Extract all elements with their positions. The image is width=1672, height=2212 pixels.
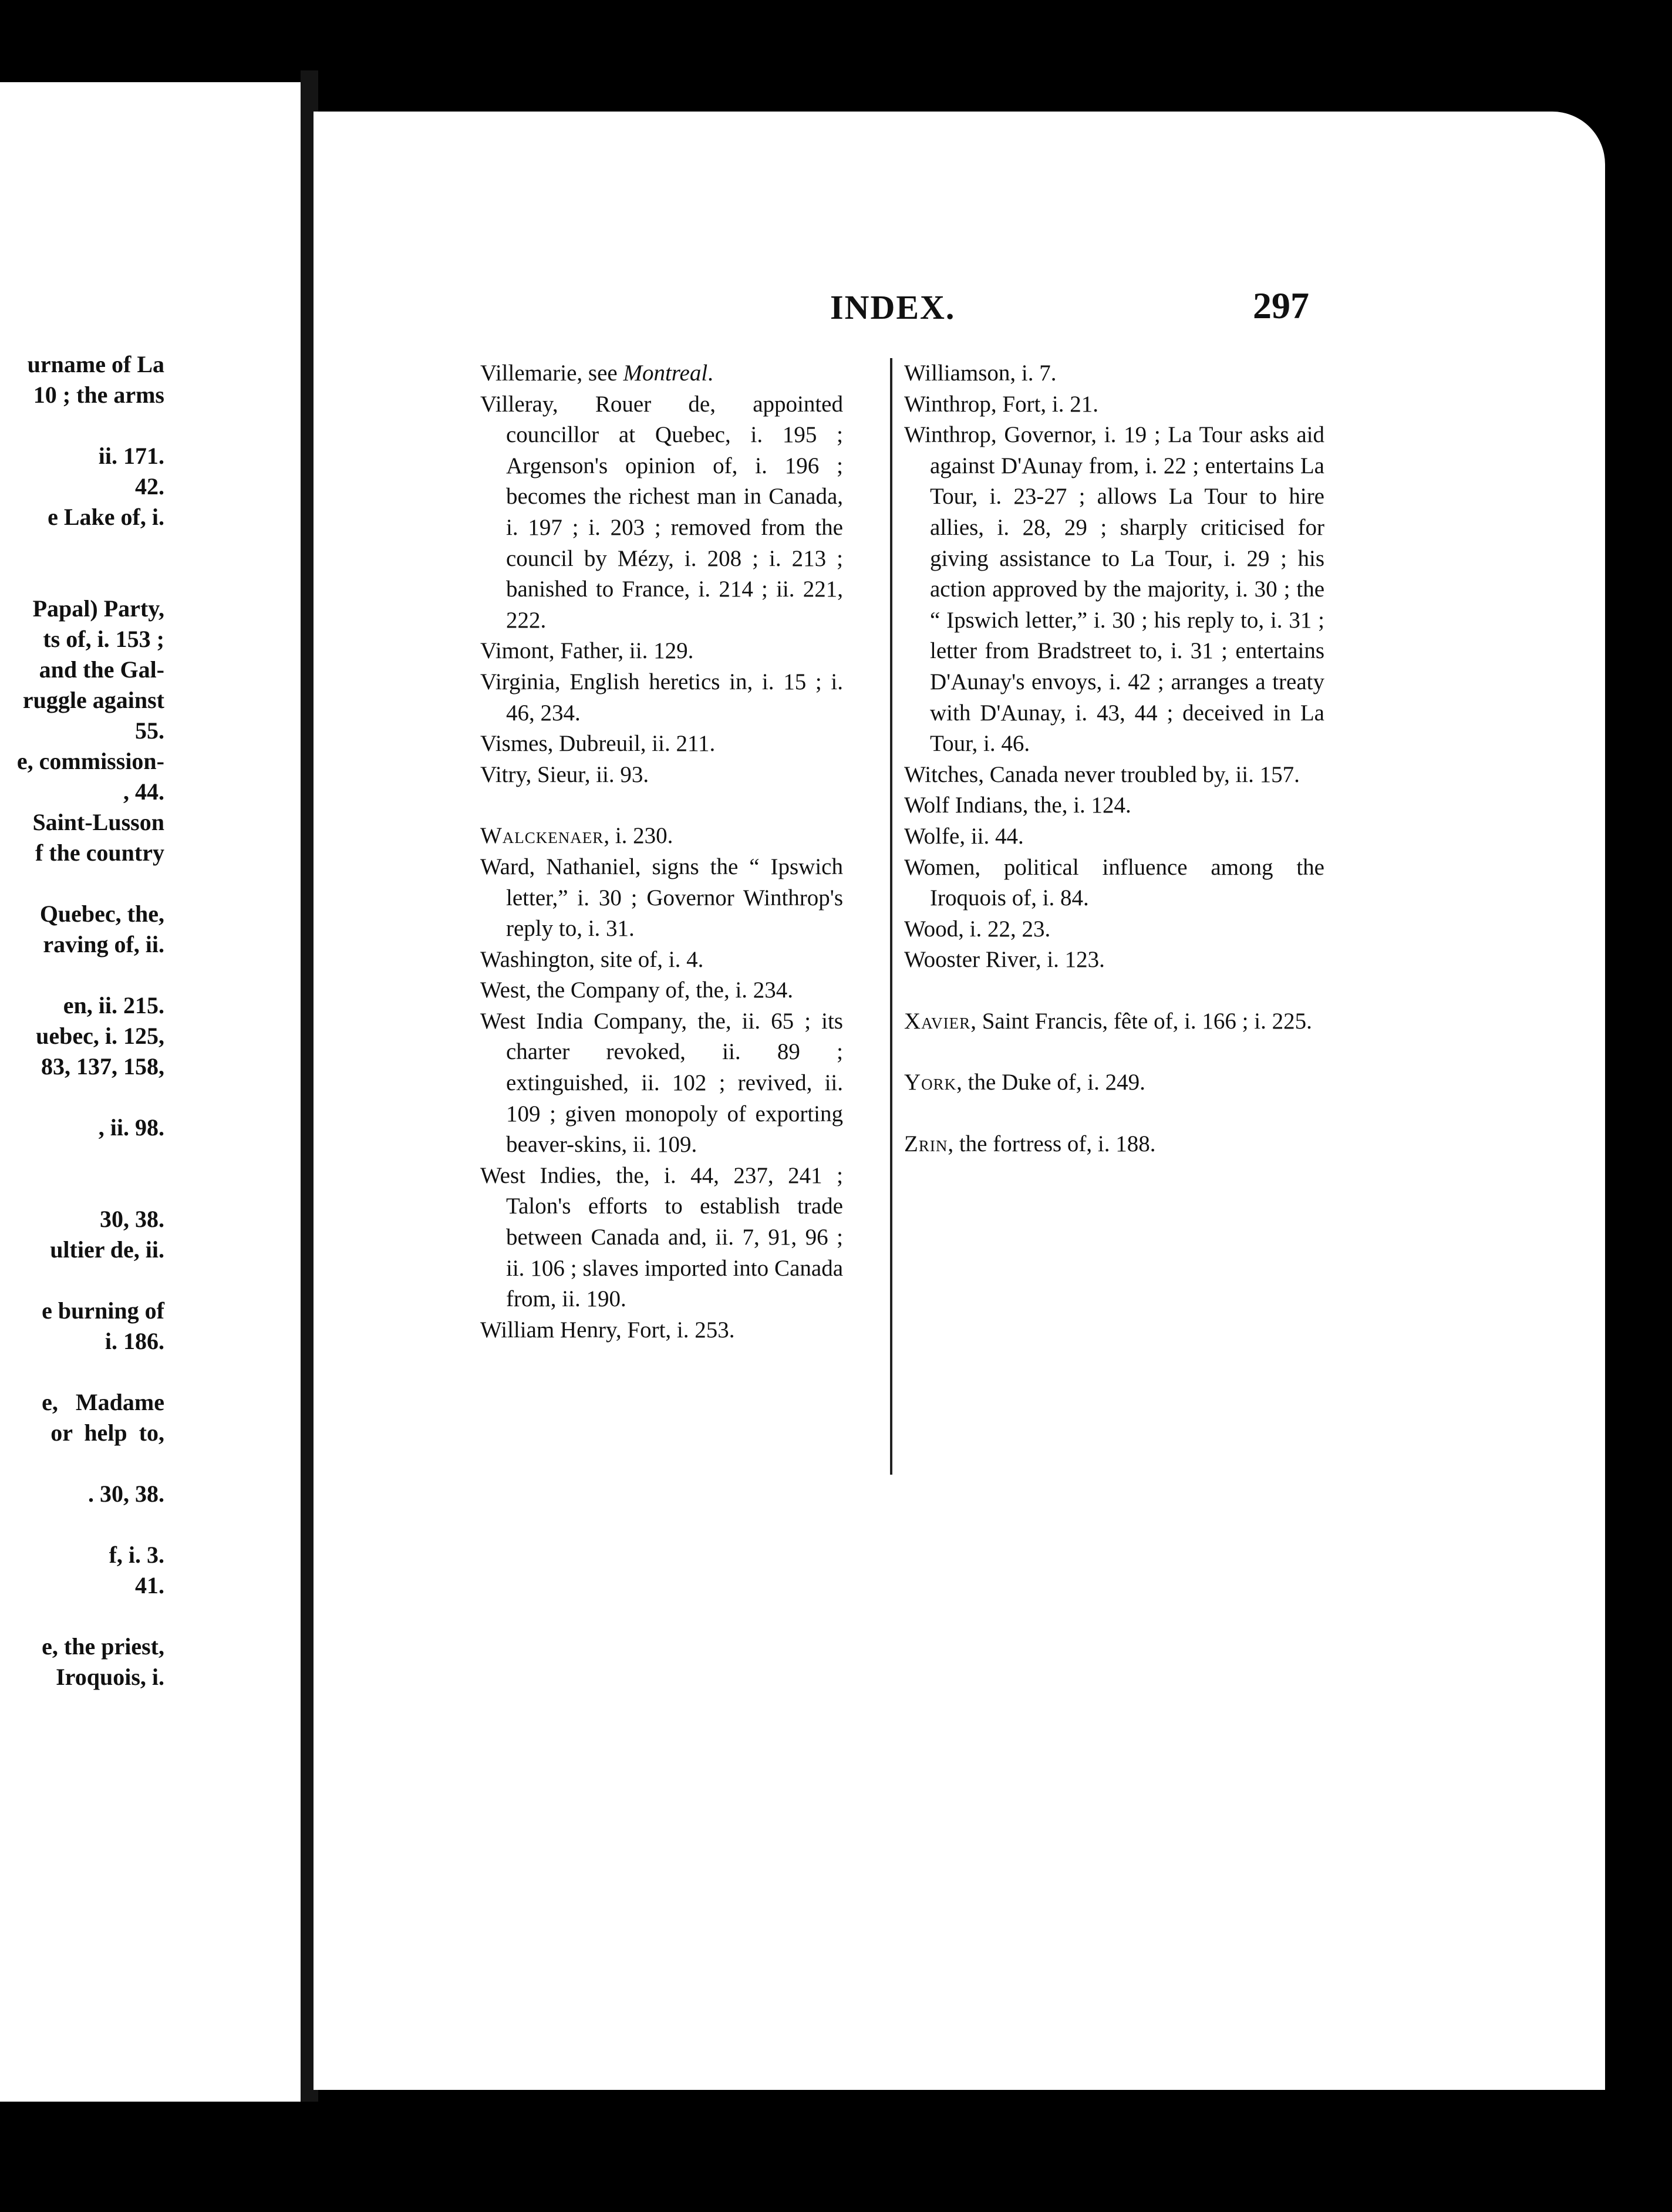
previous-page-line: [0, 1174, 164, 1204]
previous-page-line: , ii. 98.: [98, 1114, 164, 1141]
index-entry: [480, 1161, 843, 1315]
entry-text: Winthrop, Governor, i. 19 ; La Tour asks aid against D'Aunay from, i. 22 ; entertains La Tour, i. 23-27 ; allows La Tour to hire allies, i. 28, 29 ; sharply criticised for giving assistance to La Tour, i. 29 ; his action approved by the majority, i. 30 ; the “ Ipswich letter,” i. 30 ; his reply to, i. 31 ; letter from Bradstreet to, i. 31 ; entertains D'Aunay's envoys, i. 42 ; arranges a treaty with D'Aunay, i. 43, 44 ; deceived in La Tour, i. 46.: [904, 422, 1324, 757]
letter-gap: [480, 790, 843, 821]
index-entry: [480, 358, 843, 389]
previous-page-line: ruggle against: [22, 687, 164, 713]
previous-page-line: 55.: [135, 717, 164, 744]
entry-text: Ward, Nathaniel, signs the “ Ipswich letter,” i. 30 ; Governor Winthrop's reply to, i. 31.: [480, 854, 843, 942]
entry-text: Winthrop, Fort, i. 21.: [904, 391, 1099, 417]
entry-headword: Zrin: [904, 1131, 948, 1157]
index-entry: [480, 636, 843, 667]
index-entry: [904, 760, 1324, 791]
index-entry: [904, 821, 1324, 852]
entry-text: Wooster River, i. 123.: [904, 947, 1105, 973]
entry-text: Witches, Canada never troubled by, ii. 157.: [904, 761, 1300, 787]
previous-page-line: . 30, 38.: [88, 1481, 164, 1507]
index-entry: [480, 667, 843, 729]
previous-page-line: Papal) Party,: [32, 595, 164, 622]
entry-text: West, the Company of, the, i. 234.: [480, 977, 794, 1003]
letter-gap: [904, 1098, 1324, 1129]
previous-page-line: 10 ; the arms: [33, 382, 164, 408]
index-entry: [904, 914, 1324, 945]
entry-headword: Xavier: [904, 1008, 971, 1034]
previous-page-line: ts of, i. 153 ;: [43, 626, 164, 652]
previous-page-line: e burning of: [42, 1297, 164, 1324]
previous-page-line: e Lake of, i.: [48, 504, 164, 530]
previous-page-line: en, ii. 215.: [63, 992, 164, 1019]
previous-page-line: e, the priest,: [42, 1633, 164, 1660]
entry-text: Wolf Indians, the, i. 124.: [904, 793, 1131, 818]
previous-page-line: [0, 1143, 164, 1174]
previous-page-line: [0, 1601, 164, 1631]
previous-page-line: Quebec, the,: [39, 901, 164, 927]
previous-page-line: 83, 137, 158,: [41, 1053, 164, 1080]
letter-gap: [904, 1037, 1324, 1067]
entry-text: , the Duke of, i. 249.: [956, 1070, 1145, 1095]
page-header: [314, 285, 1605, 335]
index-entry: [904, 389, 1324, 420]
entry-headword: Walckenaer: [480, 823, 604, 849]
entry-text: West Indies, the, i. 44, 237, 241 ; Talon's efforts to establish trade between Canada and, ii. 7, 91, 96 ; ii. 106 ; slaves imported into Canada from, ii. 190.: [480, 1162, 843, 1312]
index-entry: [904, 852, 1324, 914]
entry-text: .: [707, 360, 713, 386]
index-entry: [904, 420, 1324, 760]
entry-text: Vitry, Sieur, ii. 93.: [480, 761, 649, 787]
previous-page-line: [0, 410, 164, 441]
entry-text: William Henry, Fort, i. 253.: [480, 1317, 735, 1343]
index-entry: [480, 389, 843, 636]
previous-page-line: f the country: [35, 839, 164, 866]
previous-page-fragment: [0, 82, 304, 2102]
index-entry: [480, 1315, 843, 1346]
index-column-left: [480, 358, 843, 1346]
previous-page-line: , 44.: [123, 778, 164, 805]
previous-page-line: urname of La: [27, 351, 164, 377]
entry-headword: York: [904, 1070, 957, 1095]
index-entry: [480, 945, 843, 976]
entry-text: Vimont, Father, ii. 129.: [480, 638, 694, 664]
index-entry: [480, 1006, 843, 1161]
letter-gap: [904, 976, 1324, 1006]
previous-page-line: e, commission-: [16, 748, 164, 774]
entry-text: Villeray, Rouer de, appointed councillor at Quebec, i. 195 ; Argenson's opinion of, i. 196 ; becomes the richest man in Canada, i. 197 ; i. 203 ; removed from the council by Mézy, i. 208 ; i. 213 ; banished to France, i. 214 ; ii. 221, 222.: [480, 391, 843, 633]
entry-text: Virginia, English heretics in, i. 15 ; i. 46, 234.: [480, 669, 843, 726]
index-column-right: [904, 358, 1324, 1160]
previous-page-line: [0, 960, 164, 990]
entry-text: , the fortress of, i. 188.: [948, 1131, 1156, 1157]
previous-page-text: [0, 349, 164, 1692]
entry-text: Vismes, Dubreuil, ii. 211.: [480, 731, 716, 757]
index-entry: [904, 1067, 1324, 1098]
previous-page-line: raving of, ii.: [43, 931, 164, 957]
previous-page-line: i. 186.: [105, 1328, 164, 1354]
previous-page-line: 42.: [135, 473, 164, 500]
index-entry: [480, 975, 843, 1006]
previous-page-line: [0, 868, 164, 899]
index-entry: [480, 821, 843, 852]
previous-page-line: [0, 1448, 164, 1479]
entry-text: , Saint Francis, fête of, i. 166 ; i. 225.: [970, 1008, 1312, 1034]
entry-text: West India Company, the, ii. 65 ; its charter revoked, ii. 89 ; extinguished, ii. 102 ; revived, ii. 109 ; given monopoly of exporting beaver-skins, ii. 109.: [480, 1008, 843, 1158]
previous-page-line: [0, 1265, 164, 1296]
previous-page-line: uebec, i. 125,: [36, 1023, 164, 1049]
previous-page-line: and the Gal-: [39, 656, 164, 683]
page-title: INDEX.: [830, 288, 956, 326]
previous-page-line: 41.: [135, 1572, 164, 1599]
previous-page-line: Iroquois, i.: [56, 1664, 164, 1690]
index-entry: [480, 852, 843, 945]
entry-text: Williamson, i. 7.: [904, 360, 1057, 386]
previous-page-line: or help to,: [50, 1419, 164, 1446]
previous-page-line: [0, 1082, 164, 1112]
previous-page-line: ii. 171.: [98, 443, 164, 469]
index-entry: [480, 729, 843, 760]
entry-text: Wolfe, ii. 44.: [904, 823, 1024, 849]
index-entry: [904, 790, 1324, 821]
index-page: [314, 112, 1605, 2090]
entry-cross-reference: Montreal: [623, 360, 708, 386]
previous-page-line: ultier de, ii.: [50, 1236, 164, 1263]
index-entry: [904, 945, 1324, 976]
previous-page-line: [0, 532, 164, 563]
index-entry: [480, 760, 843, 791]
entry-text: Women, political influence among the Iroquois of, i. 84.: [904, 854, 1324, 911]
previous-page-line: e, Madame: [42, 1389, 164, 1415]
entry-text: Wood, i. 22, 23.: [904, 916, 1051, 942]
previous-page-line: [0, 563, 164, 594]
previous-page-line: [0, 1509, 164, 1540]
entry-text: Villemarie, see: [480, 360, 623, 386]
entry-text: Washington, site of, i. 4.: [480, 946, 704, 972]
previous-page-line: 30, 38.: [100, 1206, 164, 1232]
index-entry: [904, 1006, 1324, 1037]
index-entry: [904, 358, 1324, 389]
column-divider: [890, 358, 892, 1475]
previous-page-line: [0, 1357, 164, 1387]
index-entry: [904, 1129, 1324, 1160]
previous-page-line: Saint-Lusson: [32, 809, 164, 835]
page-number: 297: [1253, 285, 1309, 326]
entry-text: , i. 230.: [604, 823, 673, 849]
previous-page-line: f, i. 3.: [109, 1542, 164, 1568]
